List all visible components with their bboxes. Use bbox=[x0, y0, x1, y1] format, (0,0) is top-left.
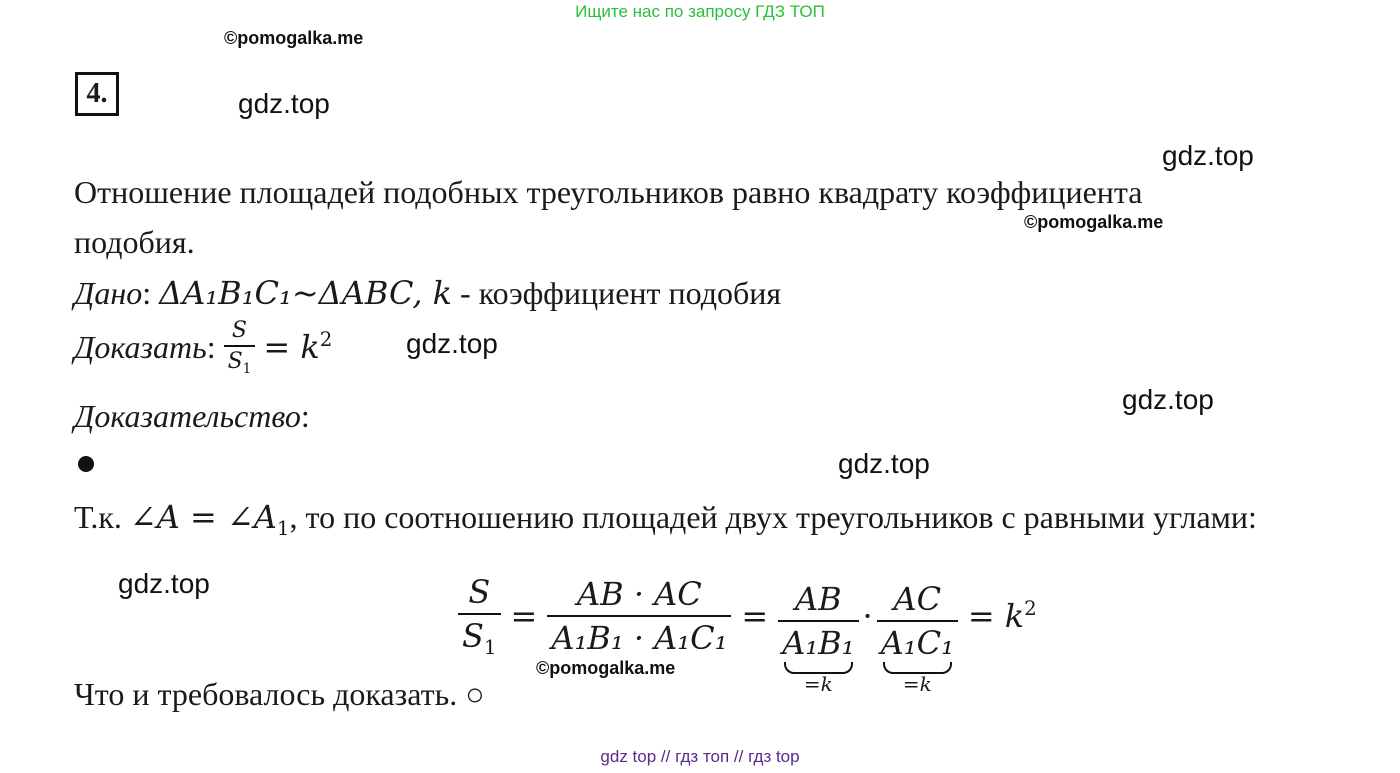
fraction-denominator: A₁C₁ bbox=[880, 624, 954, 662]
prove-denominator-subscript: 1 bbox=[242, 360, 252, 377]
proof-label: Доказательство bbox=[74, 398, 301, 434]
fraction-ab bbox=[778, 580, 858, 662]
conclusion-line: Что и требовалось доказать. ○ bbox=[74, 676, 485, 712]
fraction-product bbox=[547, 575, 731, 657]
fraction-ac bbox=[877, 580, 958, 662]
underbrace-label: =k bbox=[803, 672, 833, 696]
task-number: 4. bbox=[75, 72, 119, 116]
dot-operator: · bbox=[862, 597, 873, 635]
copyright-watermark: ©pomogalka.me bbox=[224, 28, 364, 48]
bullet-point bbox=[78, 456, 94, 472]
footer-links[interactable]: gdz top // гдз топ // гдз top bbox=[600, 747, 800, 766]
gdz-watermark: gdz.top bbox=[406, 328, 498, 359]
equals-sign: = bbox=[510, 597, 538, 635]
fraction-numerator: AC bbox=[877, 580, 958, 622]
gdz-watermark: gdz.top bbox=[118, 568, 210, 599]
prove-fraction-denominator: S bbox=[227, 349, 243, 374]
equals-sign: = bbox=[967, 597, 995, 635]
fraction-denominator: S bbox=[462, 617, 484, 656]
fraction-numerator: S bbox=[458, 573, 501, 615]
underbraced-fraction-ab bbox=[778, 538, 858, 694]
copyright-watermark: ©pomogalka.me bbox=[1024, 212, 1164, 232]
angle-equality: ∠A = $\angle A_1$ bbox=[129, 498, 290, 540]
proof-heading: Доказательство: bbox=[74, 398, 310, 434]
underbrace-label: =k bbox=[902, 672, 932, 696]
equation-result: $k^2$ bbox=[1004, 597, 1037, 635]
prove-fraction-numerator: S bbox=[224, 318, 256, 347]
fraction-denominator: A₁B₁ bbox=[782, 624, 855, 662]
proof-line bbox=[74, 498, 1257, 540]
fraction-denominator-subscript: 1 bbox=[483, 635, 497, 659]
gdz-watermark: gdz.top bbox=[838, 448, 930, 479]
statement-line-1: Отношение площадей подобных треугольников равно квадрату коэффициента bbox=[74, 174, 1143, 210]
fraction-numerator: AB · AC bbox=[547, 575, 731, 617]
equals-sign: = bbox=[741, 597, 769, 635]
statement-line-2: подобия. bbox=[74, 224, 195, 260]
underbraced-fraction-ac bbox=[877, 538, 958, 694]
proof-prefix: Т.к. bbox=[74, 499, 130, 535]
given-text: - коэффициент подобия bbox=[452, 275, 782, 311]
fraction-numerator: AB bbox=[778, 580, 858, 622]
proof-text: , то по соотношению площадей двух треугольников с равными углами: bbox=[289, 499, 1257, 535]
given-expression: ΔA₁B₁C₁~ΔABC, k bbox=[159, 274, 453, 312]
result-exponent: 2 bbox=[1024, 597, 1037, 621]
prove-line: Доказать: $\frac{S}{S_1}$ = $k^2$ bbox=[74, 318, 333, 377]
angle-subscript: 1 bbox=[276, 516, 290, 540]
prove-rhs-exponent: 2 bbox=[319, 328, 333, 352]
prove-label: Доказать bbox=[74, 328, 207, 365]
gdz-watermark: gdz.top bbox=[238, 88, 330, 119]
prove-fraction bbox=[224, 318, 256, 377]
given-label: Дано bbox=[74, 275, 143, 311]
gdz-watermark: gdz.top bbox=[1162, 140, 1254, 171]
copyright-watermark: ©pomogalka.me bbox=[536, 658, 676, 678]
given-line: Дано: ΔA₁B₁C₁~ΔABC, k - коэффициент подобия bbox=[74, 274, 782, 312]
top-banner[interactable]: Ищите нас по запросу ГДЗ ТОП bbox=[575, 2, 825, 21]
gdz-watermark: gdz.top bbox=[1122, 384, 1214, 415]
prove-rhs: = $k^2$ bbox=[263, 328, 333, 367]
fraction-denominator: A₁B₁ · A₁C₁ bbox=[551, 619, 728, 657]
fraction-s-over-s1 bbox=[458, 573, 501, 659]
